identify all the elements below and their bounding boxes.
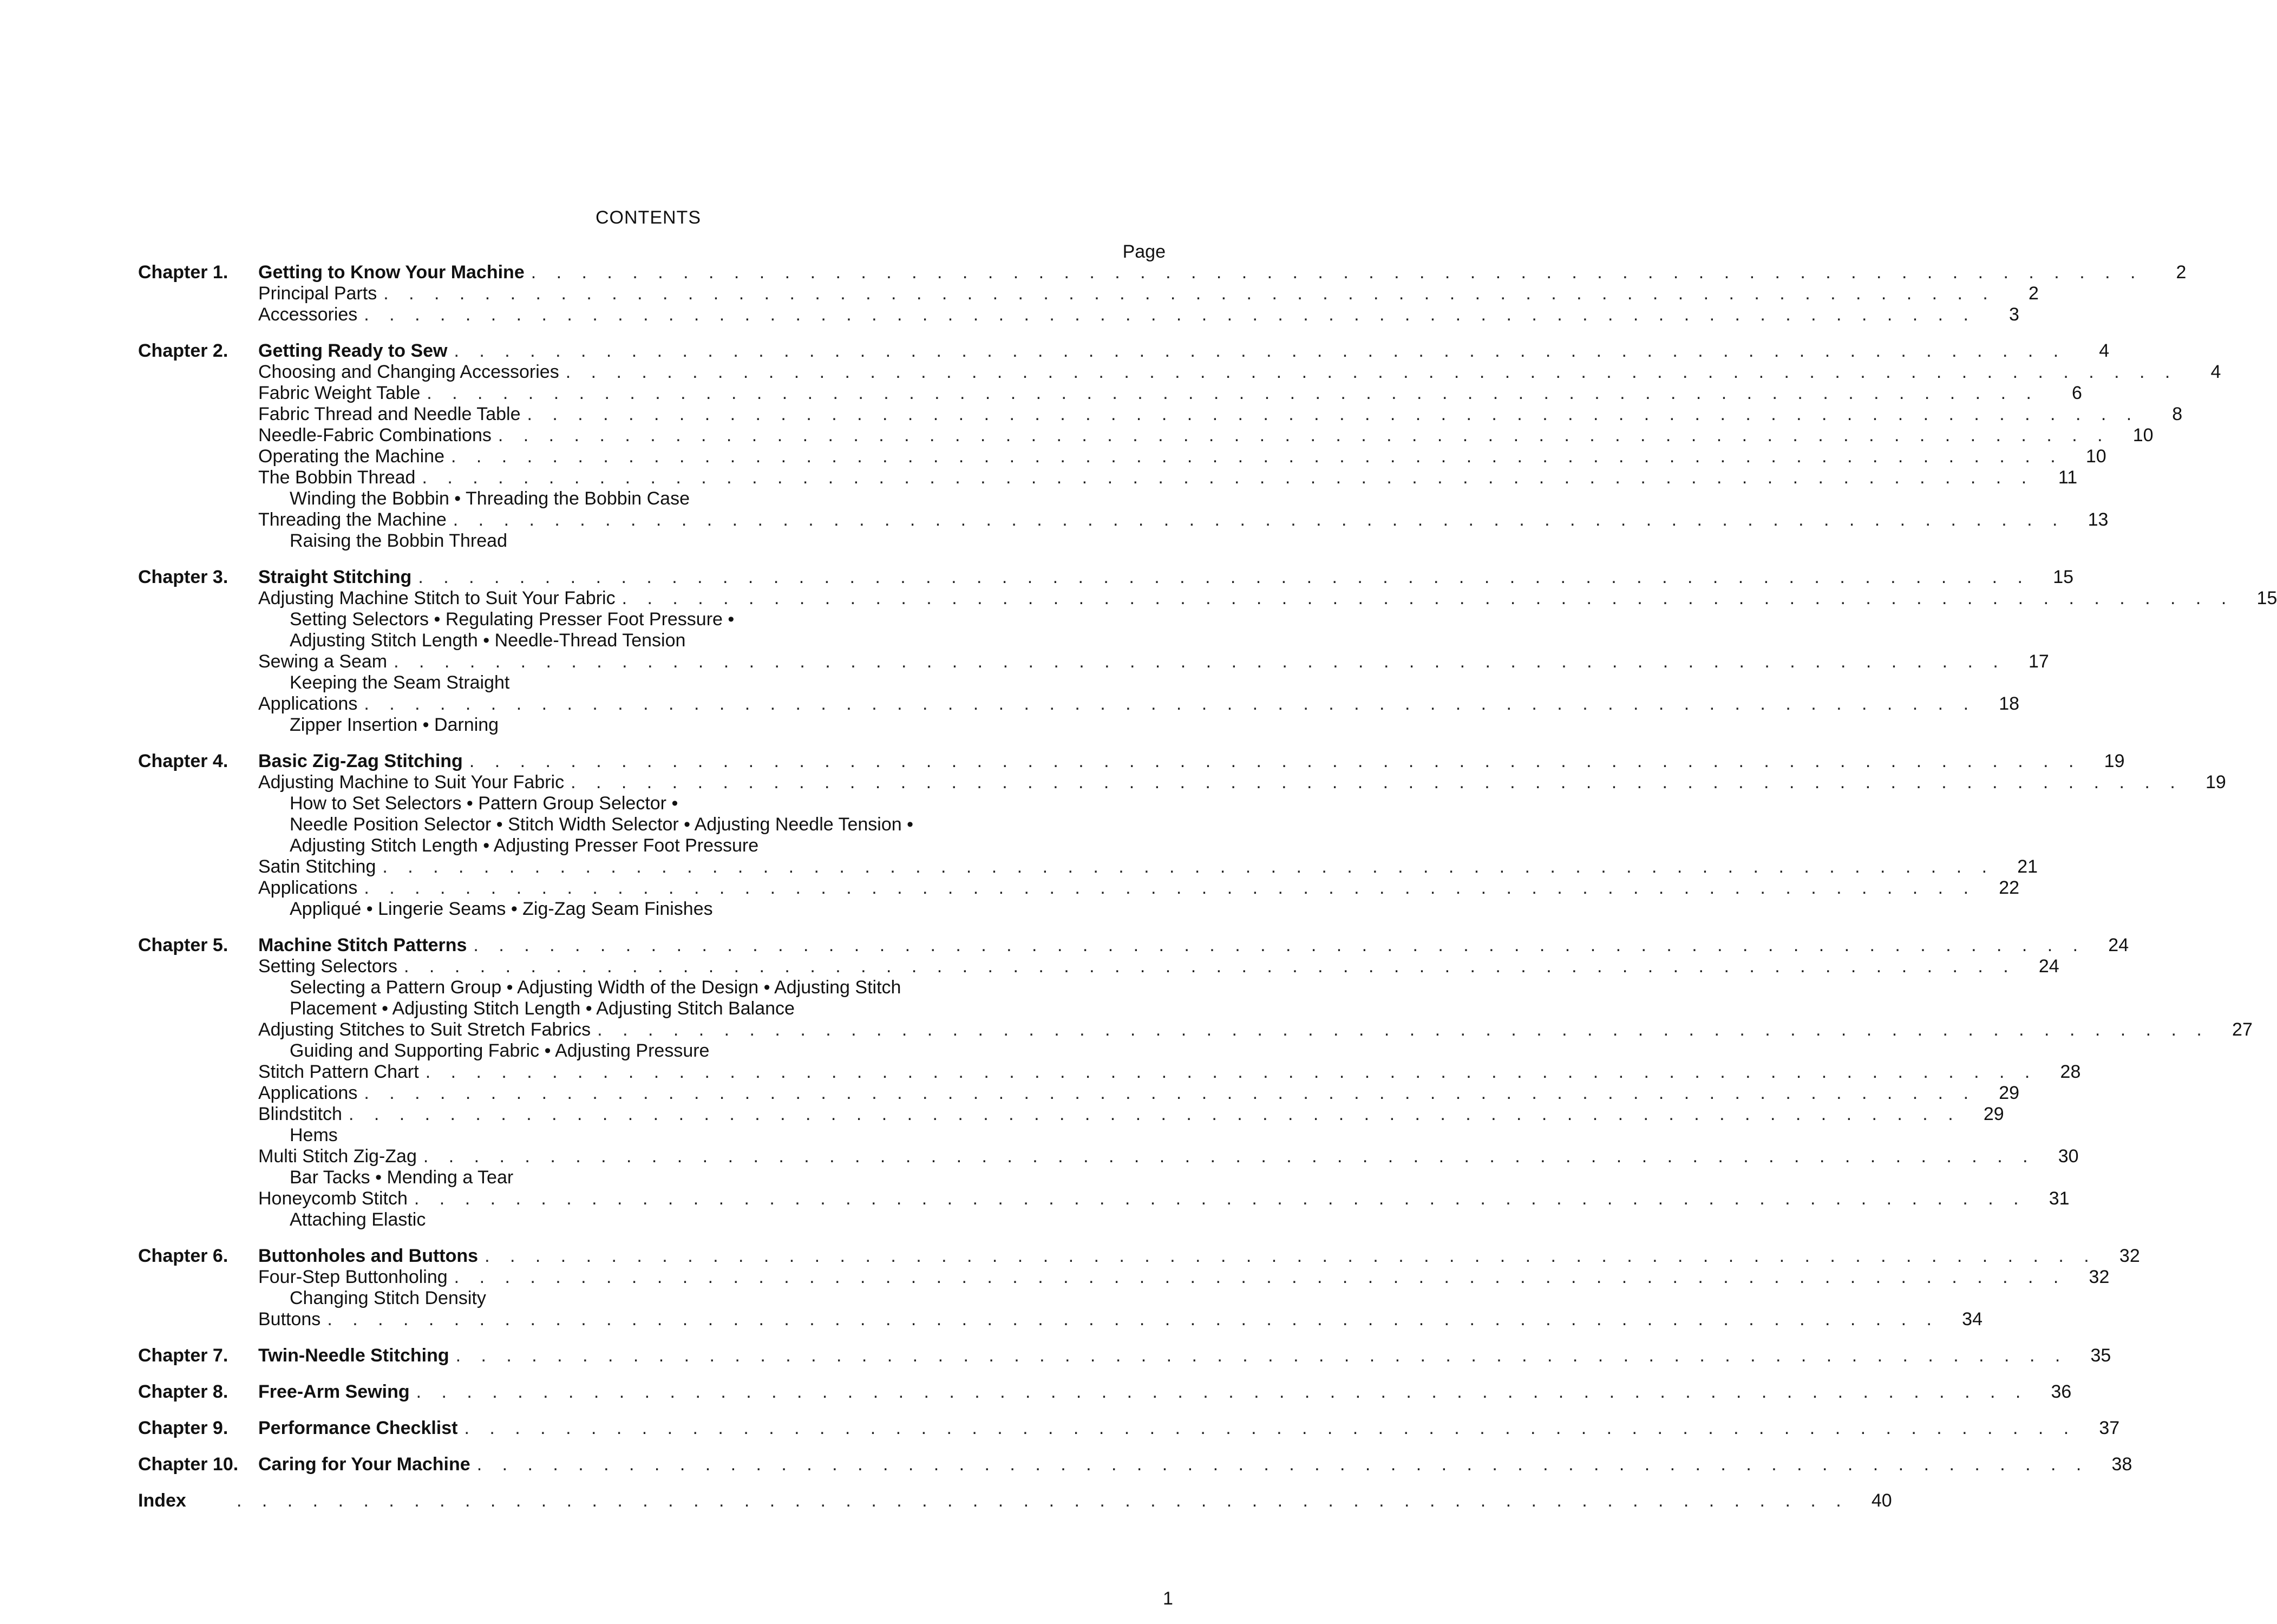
- entry-page-number: 4: [2210, 362, 2221, 382]
- entry-text: Placement • Adjusting Stitch Length • Adjusting Stitch Balance: [290, 998, 795, 1019]
- entry-text: Adjusting Stitch Length • Needle-Thread Tension: [290, 630, 686, 651]
- entry-text: Needle Position Selector • Stitch Width Selector • Adjusting Needle Tension •: [290, 814, 914, 835]
- dot-leader: . . . . . . . . . . . . . . . . . . . . . . . . . . . . . . . . . . . . . . . . . . . . . . . . . . . . . . . . . . . . . . . .: [404, 956, 2016, 977]
- entry-text: Multi Stitch Zig-Zag: [258, 1146, 417, 1167]
- chapter-page-number: 35: [2090, 1345, 2111, 1366]
- dot-leader: . . . . . . . . . . . . . . . . . . . . . . . . . . . . . . . . . . . . . . . . . . . . . . . . . . . . . . . . . . . . . . . .: [327, 1309, 1939, 1330]
- chapter-label: Chapter 4.: [138, 751, 228, 771]
- entry-page-number: 27: [2232, 1019, 2253, 1040]
- dot-leader: . . . . . . . . . . . . . . . . . . . . . . . . . . . . . . . . . . . . . . . . . . . . . . . . . . . . . . . . . . . . . . . .: [414, 1188, 2026, 1209]
- entry-text: Adjusting Stitch Length • Adjusting Presser Foot Pressure: [290, 835, 759, 856]
- chapter-line[interactable]: [138, 262, 2187, 283]
- entry-text: Four-Step Buttonholing: [258, 1267, 448, 1287]
- entry-text: Applications: [258, 1083, 358, 1103]
- entry-text: Winding the Bobbin • Threading the Bobbin Case: [290, 488, 690, 509]
- page-title: CONTENTS: [596, 207, 701, 228]
- entry-text: The Bobbin Thread: [258, 467, 416, 488]
- toc-subentry: [290, 715, 1167, 736]
- toc-entry[interactable]: [258, 772, 2226, 793]
- entry-text: Fabric Weight Table: [258, 383, 421, 403]
- dot-leader: . . . . . . . . . . . . . . . . . . . . . . . . . . . . . . . . . . . . . . . . . . . . . . . . . . . . . . . . . . . . . . . .: [454, 340, 2066, 361]
- dot-leader: . . . . . . . . . . . . . . . . . . . . . . . . . . . . . . . . . . . . . . . . . . . . . . . . . . . . . . . . . . . . . . . .: [597, 1019, 2209, 1040]
- chapter-label: Chapter 8.: [138, 1381, 228, 1402]
- toc-entry[interactable]: [258, 425, 2154, 446]
- entry-text: Adjusting Machine Stitch to Suit Your Fabric: [258, 588, 616, 608]
- dot-leader: . . . . . . . . . . . . . . . . . . . . . . . . . . . . . . . . . . . . . . . . . . . . . . . . . . . . . . . . . . . . . . . .: [364, 1083, 1977, 1103]
- chapter-page-number: 15: [2053, 567, 2074, 587]
- dot-leader: . . . . . . . . . . . . . . . . . . . . . . . . . . . . . . . . . . . . . . . . . . . . . . . . . . . . . . . . . . . . . . . .: [348, 1104, 1961, 1124]
- entry-page-number: 11: [2058, 467, 2078, 488]
- chapter-title: Getting to Know Your Machine: [258, 262, 525, 283]
- chapter-block: [138, 262, 2187, 325]
- entry-page-number: 18: [1999, 693, 2020, 714]
- dot-leader: . . . . . . . . . . . . . . . . . . . . . . . . . . . . . . . . . . . . . . . . . . . . . . . . . . . . . . . . . . . . . . . .: [473, 935, 2086, 955]
- toc-subentry: [290, 1209, 1167, 1230]
- entry-text: Changing Stitch Density: [290, 1288, 486, 1308]
- chapter-page-number: 36: [2051, 1381, 2072, 1402]
- entry-text: Buttons: [258, 1309, 321, 1330]
- table-of-contents: [138, 262, 2277, 1511]
- entry-text: Selecting a Pattern Group • Adjusting Width of the Design • Adjusting Stitch: [290, 977, 901, 998]
- toc-subentry: [290, 609, 1167, 630]
- entry-text: Setting Selectors: [258, 956, 398, 977]
- dot-leader: . . . . . . . . . . . . . . . . . . . . . . . . . . . . . . . . . . . . . . . . . . . . . . . . . . . . . . . . . . . . . . . .: [237, 1490, 1849, 1511]
- toc-subentry: [290, 488, 1167, 509]
- chapter-page-number: 2: [2176, 262, 2187, 283]
- dot-leader: . . . . . . . . . . . . . . . . . . . . . . . . . . . . . . . . . . . . . . . . . . . . . . . . . . . . . . . . . . . . . . . .: [423, 1146, 2036, 1167]
- chapter-page-number: 37: [2099, 1418, 2120, 1438]
- chapter-label: Chapter 2.: [138, 340, 228, 361]
- entry-page-number: 2: [2028, 283, 2039, 304]
- toc-entry[interactable]: [258, 1146, 2079, 1167]
- toc-subentry: [290, 1288, 1167, 1309]
- entry-page-number: 15: [2256, 588, 2277, 608]
- entry-text: Attaching Elastic: [290, 1209, 426, 1230]
- toc-subentry: [290, 1125, 1167, 1146]
- entry-text: Adjusting Machine to Suit Your Fabric: [258, 772, 565, 793]
- dot-leader: . . . . . . . . . . . . . . . . . . . . . . . . . . . . . . . . . . . . . . . . . . . . . . . . . . . . . . . . . . . . . . . .: [394, 651, 2006, 672]
- dot-leader: . . . . . . . . . . . . . . . . . . . . . . . . . . . . . . . . . . . . . . . . . . . . . . . . . . . . . . . . . . . . . . . .: [382, 856, 1995, 877]
- dot-leader: . . . . . . . . . . . . . . . . . . . . . . . . . . . . . . . . . . . . . . . . . . . . . . . . . . . . . . . . . . . . . . . .: [364, 878, 1977, 898]
- chapter-block: [138, 1345, 2111, 1366]
- dot-leader: . . . . . . . . . . . . . . . . . . . . . . . . . . . . . . . . . . . . . . . . . . . . . . . . . . . . . . . . . . . . . . . .: [364, 693, 1977, 714]
- toc-entry[interactable]: [258, 1019, 2253, 1040]
- toc-subentry: [290, 998, 1167, 1019]
- toc-entry[interactable]: [258, 1309, 1982, 1330]
- entry-text: Honeycomb Stitch: [258, 1188, 408, 1209]
- entry-text: Satin Stitching: [258, 856, 376, 877]
- chapter-line[interactable]: [138, 567, 2074, 588]
- page-column-header: Page: [1122, 241, 1166, 262]
- chapter-line[interactable]: [138, 751, 2125, 772]
- dot-leader: . . . . . . . . . . . . . . . . . . . . . . . . . . . . . . . . . . . . . . . . . . . . . . . . . . . . . . . . . . . . . . . .: [455, 1345, 2068, 1366]
- dot-leader: . . . . . . . . . . . . . . . . . . . . . . . . . . . . . . . . . . . . . . . . . . . . . . . . . . . . . . . . . . . . . . . .: [476, 1454, 2089, 1475]
- entry-page-number: 17: [2029, 651, 2049, 672]
- dot-leader: . . . . . . . . . . . . . . . . . . . . . . . . . . . . . . . . . . . . . . . . . . . . . . . . . . . . . . . . . . . . . . . .: [383, 283, 1995, 304]
- entry-text: Principal Parts: [258, 283, 377, 304]
- toc-entry[interactable]: [258, 446, 2106, 467]
- chapter-title: Twin-Needle Stitching: [258, 1345, 449, 1366]
- dot-leader: . . . . . . . . . . . . . . . . . . . . . . . . . . . . . . . . . . . . . . . . . . . . . . . . . . . . . . . . . . . . . . . .: [416, 1381, 2029, 1402]
- entry-page-number: 8: [2172, 404, 2183, 424]
- dot-leader: . . . . . . . . . . . . . . . . . . . . . . . . . . . . . . . . . . . . . . . . . . . . . . . . . . . . . . . . . . . . . . . .: [453, 509, 2065, 530]
- entry-page-number: 30: [2058, 1146, 2079, 1167]
- entry-page-number: 10: [2085, 446, 2106, 467]
- chapter-line[interactable]: [138, 935, 2129, 956]
- entry-page-number: 32: [2089, 1267, 2110, 1287]
- entry-text: Bar Tacks • Mending a Tear: [290, 1167, 514, 1188]
- toc-entry[interactable]: [258, 383, 2082, 404]
- chapter-page-number: 32: [2119, 1246, 2140, 1266]
- entry-text: Setting Selectors • Regulating Presser Foot Pressure •: [290, 609, 735, 630]
- entry-text: Appliqué • Lingerie Seams • Zig-Zag Seam Finishes: [290, 899, 713, 919]
- chapter-block: [138, 935, 2253, 1230]
- toc-entry[interactable]: [258, 1083, 2020, 1104]
- entry-page-number: 22: [1999, 878, 2020, 898]
- dot-leader: . . . . . . . . . . . . . . . . . . . . . . . . . . . . . . . . . . . . . . . . . . . . . . . . . . . . . . . . . . . . . . . .: [464, 1418, 2077, 1438]
- entry-text: Sewing a Seam: [258, 651, 388, 672]
- chapter-label: Chapter 7.: [138, 1345, 228, 1366]
- chapter-title: Getting Ready to Sew: [258, 340, 448, 361]
- chapter-label: Chapter 3.: [138, 567, 228, 587]
- chapter-page-number: 19: [2104, 751, 2125, 771]
- dot-leader: . . . . . . . . . . . . . . . . . . . . . . . . . . . . . . . . . . . . . . . . . . . . . . . . . . . . . . . . . . . . . . . .: [427, 383, 2039, 403]
- dot-leader: . . . . . . . . . . . . . . . . . . . . . . . . . . . . . . . . . . . . . . . . . . . . . . . . . . . . . . . . . . . . . . . .: [565, 362, 2178, 382]
- entry-page-number: 13: [2088, 509, 2109, 530]
- chapter-line[interactable]: [138, 1454, 2132, 1475]
- entry-text: Applications: [258, 878, 358, 898]
- toc-entry[interactable]: [258, 404, 2183, 425]
- toc-entry[interactable]: [258, 1062, 2081, 1083]
- dot-leader: . . . . . . . . . . . . . . . . . . . . . . . . . . . . . . . . . . . . . . . . . . . . . . . . . . . . . . . . . . . . . . . .: [364, 304, 1976, 325]
- chapter-block: [138, 751, 2226, 920]
- chapter-line[interactable]: [138, 1345, 2111, 1366]
- toc-subentry: [290, 1040, 1167, 1062]
- chapter-block: [138, 1381, 2072, 1403]
- entry-text: Operating the Machine: [258, 446, 444, 467]
- entry-page-number: 29: [1983, 1104, 2004, 1124]
- chapter-page-number: 24: [2108, 935, 2129, 955]
- entry-text: Accessories: [258, 304, 358, 325]
- chapter-line[interactable]: [138, 340, 2110, 362]
- entry-text: Needle-Fabric Combinations: [258, 425, 492, 446]
- toc-subentry: [290, 672, 1167, 693]
- chapter-title: Performance Checklist: [258, 1418, 458, 1438]
- chapter-label: Chapter 10.: [138, 1454, 239, 1475]
- toc-entry[interactable]: [258, 588, 2277, 609]
- chapter-title: Free-Arm Sewing: [258, 1381, 410, 1402]
- dot-leader: . . . . . . . . . . . . . . . . . . . . . . . . . . . . . . . . . . . . . . . . . . . . . . . . . . . . . . . . . . . . . . . .: [422, 467, 2034, 488]
- chapter-label: Chapter 9.: [138, 1418, 228, 1438]
- dot-leader: . . . . . . . . . . . . . . . . . . . . . . . . . . . . . . . . . . . . . . . . . . . . . . . . . . . . . . . . . . . . . . . .: [485, 1246, 2097, 1266]
- toc-subentry: [290, 977, 1167, 998]
- chapter-block: [138, 567, 2277, 736]
- entry-page-number: 3: [2009, 304, 2019, 325]
- dot-leader: . . . . . . . . . . . . . . . . . . . . . . . . . . . . . . . . . . . . . . . . . . . . . . . . . . . . . . . . . . . . . . . .: [498, 425, 2110, 446]
- entry-text: Adjusting Stitches to Suit Stretch Fabrics: [258, 1019, 591, 1040]
- entry-page-number: 19: [2205, 772, 2226, 793]
- page-number: 1: [1163, 1588, 1173, 1609]
- dot-leader: . . . . . . . . . . . . . . . . . . . . . . . . . . . . . . . . . . . . . . . . . . . . . . . . . . . . . . . . . . . . . . . .: [531, 262, 2143, 283]
- toc-entry[interactable]: [258, 1188, 2070, 1209]
- chapter-title: Caring for Your Machine: [258, 1454, 470, 1475]
- chapter-block: [138, 1454, 2132, 1475]
- entry-page-number: 10: [2132, 425, 2154, 446]
- chapter-block: [138, 340, 2221, 552]
- entry-text: Stitch Pattern Chart: [258, 1062, 419, 1082]
- toc-entry[interactable]: [258, 693, 2020, 715]
- entry-text: Zipper Insertion • Darning: [290, 715, 499, 735]
- index-label: Index: [138, 1490, 186, 1511]
- entry-text: Fabric Thread and Needle Table: [258, 404, 521, 424]
- entry-text: Hems: [290, 1125, 338, 1145]
- chapter-title: Buttonholes and Buttons: [258, 1246, 479, 1266]
- toc-subentry: [290, 814, 1167, 835]
- chapter-block: [138, 1246, 2140, 1330]
- entry-text: Raising the Bobbin Thread: [290, 531, 507, 551]
- toc-entry[interactable]: [258, 878, 2020, 899]
- chapter-block: [138, 1418, 2120, 1439]
- chapter-title: Straight Stitching: [258, 567, 412, 587]
- entry-page-number: 29: [1999, 1083, 2020, 1103]
- chapter-label: Chapter 1.: [138, 262, 228, 283]
- entry-page-number: 31: [2049, 1188, 2070, 1209]
- dot-leader: . . . . . . . . . . . . . . . . . . . . . . . . . . . . . . . . . . . . . . . . . . . . . . . . . . . . . . . . . . . . . . . .: [621, 588, 2234, 608]
- entry-text: Keeping the Seam Straight: [290, 672, 510, 693]
- dot-leader: . . . . . . . . . . . . . . . . . . . . . . . . . . . . . . . . . . . . . . . . . . . . . . . . . . . . . . . . . . . . . . . .: [418, 567, 2031, 587]
- dot-leader: . . . . . . . . . . . . . . . . . . . . . . . . . . . . . . . . . . . . . . . . . . . . . . . . . . . . . . . . . . . . . . . .: [425, 1062, 2038, 1082]
- toc-entry[interactable]: [258, 362, 2221, 383]
- index-page-number: 40: [1871, 1490, 1892, 1511]
- entry-page-number: 21: [2017, 856, 2038, 877]
- toc-entry[interactable]: [258, 651, 2049, 672]
- chapter-page-number: 4: [2099, 340, 2110, 361]
- chapter-page-number: 38: [2111, 1454, 2132, 1475]
- toc-subentry: [290, 531, 1167, 552]
- toc-subentry: [290, 630, 1167, 651]
- toc-entry[interactable]: [258, 1267, 2110, 1288]
- toc-subentry: [290, 1167, 1167, 1188]
- dot-leader: . . . . . . . . . . . . . . . . . . . . . . . . . . . . . . . . . . . . . . . . . . . . . . . . . . . . . . . . . . . . . . . .: [527, 404, 2139, 424]
- toc-entry[interactable]: [258, 509, 2109, 531]
- entry-page-number: 24: [2038, 956, 2059, 977]
- chapter-label: Chapter 6.: [138, 1246, 228, 1266]
- entry-page-number: 28: [2060, 1062, 2081, 1082]
- toc-entry[interactable]: [258, 956, 2059, 977]
- chapter-line[interactable]: [138, 1381, 2072, 1403]
- dot-leader: . . . . . . . . . . . . . . . . . . . . . . . . . . . . . . . . . . . . . . . . . . . . . . . . . . . . . . . . . . . . . . . .: [454, 1267, 2066, 1287]
- entry-text: Threading the Machine: [258, 509, 447, 530]
- dot-leader: . . . . . . . . . . . . . . . . . . . . . . . . . . . . . . . . . . . . . . . . . . . . . . . . . . . . . . . . . . . . . . . .: [450, 446, 2063, 467]
- toc-entry[interactable]: [258, 283, 2039, 304]
- dot-leader: . . . . . . . . . . . . . . . . . . . . . . . . . . . . . . . . . . . . . . . . . . . . . . . . . . . . . . . . . . . . . . . .: [571, 772, 2183, 793]
- toc-entry[interactable]: [258, 467, 2078, 488]
- chapter-line[interactable]: [138, 1418, 2120, 1439]
- toc-subentry: [290, 899, 1167, 920]
- entry-text: Choosing and Changing Accessories: [258, 362, 559, 382]
- entry-text: Applications: [258, 693, 358, 714]
- chapter-title: Machine Stitch Patterns: [258, 935, 467, 955]
- chapter-line[interactable]: [138, 1246, 2140, 1267]
- toc-entry[interactable]: [258, 856, 2038, 878]
- toc-entry[interactable]: [258, 304, 2019, 325]
- chapter-label: Chapter 5.: [138, 935, 228, 955]
- entry-page-number: 6: [2072, 383, 2082, 403]
- dot-leader: . . . . . . . . . . . . . . . . . . . . . . . . . . . . . . . . . . . . . . . . . . . . . . . . . . . . . . . . . . . . . . . .: [469, 751, 2082, 771]
- toc-subentry: [290, 835, 1167, 856]
- toc-subentry: [290, 793, 1167, 814]
- entry-text: How to Set Selectors • Pattern Group Selector •: [290, 793, 678, 814]
- entry-text: Guiding and Supporting Fabric • Adjusting Pressure: [290, 1040, 710, 1061]
- chapter-title: Basic Zig-Zag Stitching: [258, 751, 463, 771]
- entry-page-number: 34: [1962, 1309, 1982, 1330]
- index-line[interactable]: [138, 1490, 1892, 1511]
- toc-entry[interactable]: [258, 1104, 2004, 1125]
- entry-text: Blindstitch: [258, 1104, 342, 1124]
